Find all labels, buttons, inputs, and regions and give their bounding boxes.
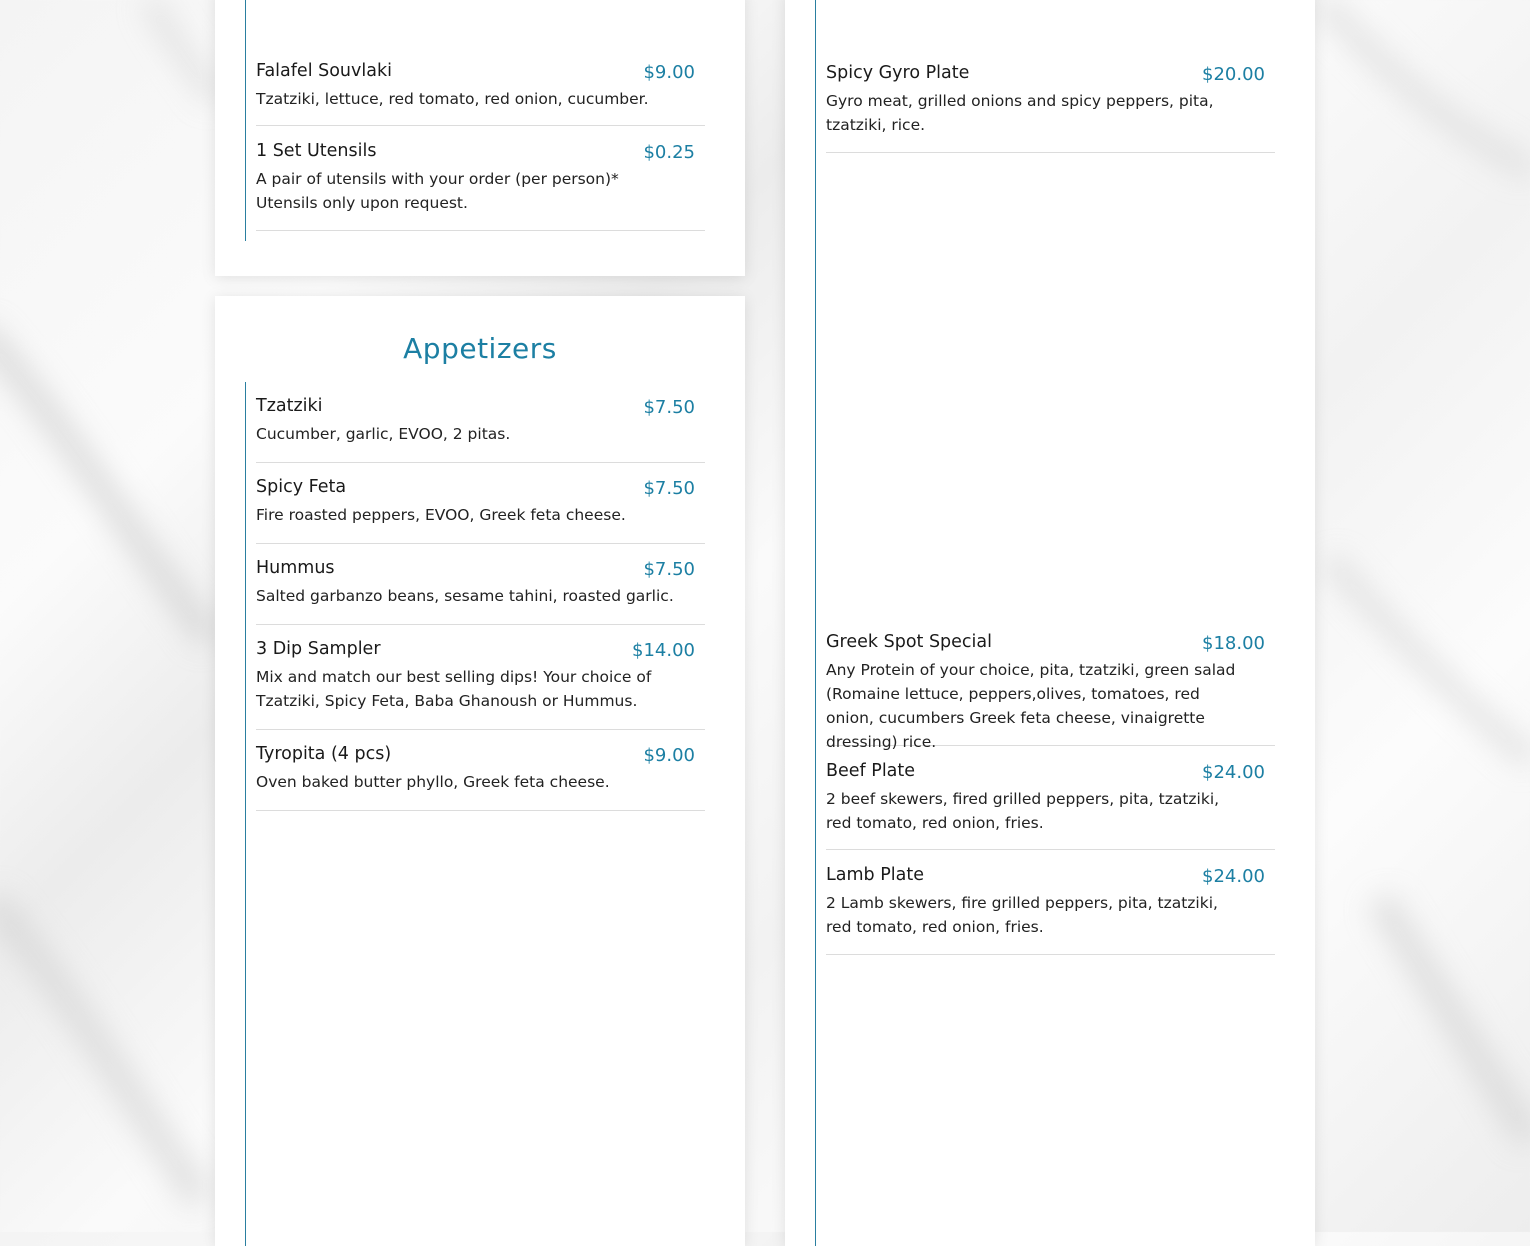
item-name: Spicy Feta <box>256 477 347 497</box>
menu-item[interactable] <box>256 556 705 625</box>
item-price: $18.00 <box>1202 633 1265 654</box>
item-name: Hummus <box>256 558 335 578</box>
menu-item[interactable] <box>826 863 1275 955</box>
item-price: $7.50 <box>643 397 695 418</box>
item-description: Oven baked butter phyllo, Greek feta cheese. <box>256 773 610 791</box>
item-description: Any Protein of your choice, pita, tzatziki, green salad (Romaine lettuce, peppers,olives, tomatoes, red onion, cucumbers Greek feta cheese, vinaigrette dressing) rice. <box>826 661 1236 751</box>
menu-item[interactable] <box>826 630 1275 751</box>
menu-card-left-top <box>215 0 745 276</box>
item-description: Tzatziki, lettuce, red tomato, red onion, cucumber. <box>256 90 649 108</box>
item-description: A pair of utensils with your order (per person)* Utensils only upon request. <box>256 170 619 212</box>
card-accent-line <box>245 0 246 241</box>
item-name: Falafel Souvlaki <box>256 61 392 81</box>
card-accent-line <box>245 382 246 1246</box>
item-description: Fire roasted peppers, EVOO, Greek feta cheese. <box>256 506 626 524</box>
item-description: Gyro meat, grilled onions and spicy peppers, pita, tzatziki, rice. <box>826 92 1214 134</box>
item-description: 2 beef skewers, fired grilled peppers, pita, tzatziki, red tomato, red onion, fries. <box>826 790 1220 832</box>
item-description: Mix and match our best selling dips! Your choice of Tzatziki, Spicy Feta, Baba Ghanoush or Hummus. <box>256 668 652 710</box>
item-name: 3 Dip Sampler <box>256 639 381 659</box>
menu-card-right <box>785 0 1315 1246</box>
item-price: $7.50 <box>643 478 695 499</box>
item-name: Tzatziki <box>256 396 323 416</box>
item-price: $14.00 <box>632 640 695 661</box>
item-price: $20.00 <box>1202 64 1265 85</box>
card-accent-line <box>815 0 816 1246</box>
menu-item[interactable] <box>256 59 705 126</box>
item-name: Greek Spot Special <box>826 632 993 652</box>
item-description: Cucumber, garlic, EVOO, 2 pitas. <box>256 425 511 443</box>
menu-item[interactable] <box>256 475 705 544</box>
section-title: Appetizers <box>403 332 557 365</box>
menu-item[interactable] <box>256 742 705 811</box>
item-price: $9.00 <box>643 62 695 83</box>
menu-card-appetizers <box>215 296 745 1246</box>
item-description: 2 Lamb skewers, fire grilled peppers, pita, tzatziki, red tomato, red onion, fries. <box>826 894 1218 936</box>
item-price: $7.50 <box>643 559 695 580</box>
item-price: $0.25 <box>643 142 695 163</box>
item-price: $24.00 <box>1202 762 1265 783</box>
item-price: $24.00 <box>1202 866 1265 887</box>
menu-item[interactable] <box>256 394 705 463</box>
item-name: Lamb Plate <box>826 865 924 885</box>
menu-item[interactable] <box>256 637 705 730</box>
menu-item[interactable] <box>826 61 1275 153</box>
item-name: 1 Set Utensils <box>256 141 377 161</box>
item-price: $9.00 <box>643 745 695 766</box>
item-name: Spicy Gyro Plate <box>826 63 970 83</box>
item-name: Tyropita (4 pcs) <box>256 744 392 764</box>
menu-item[interactable] <box>256 139 705 231</box>
item-description: Salted garbanzo beans, sesame tahini, roasted garlic. <box>256 587 674 605</box>
menu-item[interactable] <box>826 759 1275 850</box>
item-name: Beef Plate <box>826 761 916 781</box>
